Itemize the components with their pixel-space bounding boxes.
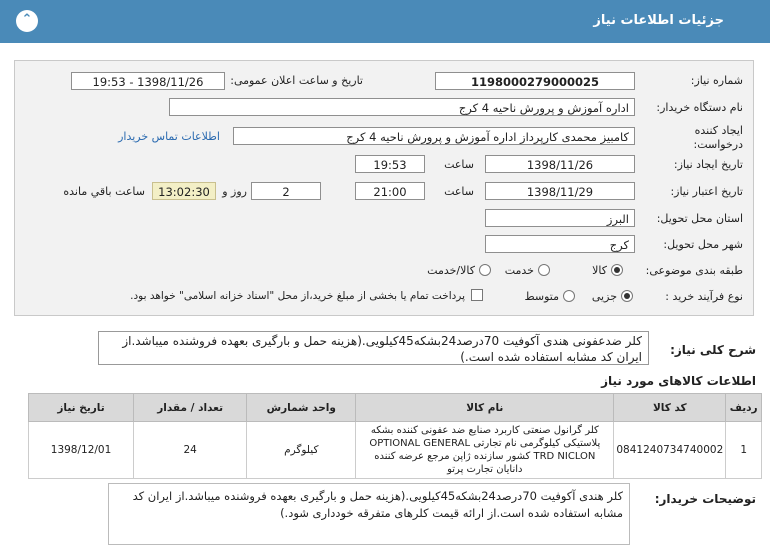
col-unit: واحد شمارش [247,394,356,422]
days-label: روز و [222,185,247,198]
category-option-goods: کالا [592,264,607,277]
need-number-label: شماره نیاز: [690,74,743,87]
province-field: البرز [485,209,635,227]
category-option-service: خدمت [504,264,534,277]
buyer-label: نام دستگاه خریدار: [656,101,743,114]
cell-name: کلر گرانول صنعتی کاربرد صنایع ضد عفونی کننده بشکه پلاستیکی کیلوگرمی نام تجارتی OPTIONAL GENERAL TRD NICLON کشور سازنده ژاپن مرجع عرضه کننده دانایان تجارت پرتو [356,422,614,479]
summary-field: کلر ضدعفونی هندی آکوفیت 70درصد24بشکه45کیلویی.(هزینه حمل و بارگیری بعهده فروشنده میباشد.از ایران کد مشابه استفاده شده است.) [98,331,649,365]
validity-date-label: تاریخ اعتبار نیاز: [670,185,743,198]
city-label: شهر محل تحویل: [663,238,743,251]
remaining-time-field: 13:02:30 [152,182,216,200]
category-radio-goods[interactable] [611,264,623,276]
announce-datetime-field: 1398/11/26 - 19:53 [71,72,225,90]
creator-label: ایجاد کننده درخواست: [693,124,743,151]
page-title: جزئیات اطلاعات نیاز [593,13,724,28]
category-label: طبقه بندی موضوعی: [645,264,743,277]
cell-unit: کیلوگرم [247,422,356,479]
cell-date: 1398/12/01 [29,422,134,479]
create-date-label: تاریخ ایجاد نیاز: [673,158,743,171]
col-name: نام کالا [356,394,614,422]
process-option-medium: متوسط [524,290,559,303]
col-qty: تعداد / مقدار [134,394,247,422]
remaining-days-field: 2 [251,182,321,200]
create-time-field: 19:53 [355,155,425,173]
buyer-notes-label: توضیحات خریدار: [654,492,756,506]
create-time-label: ساعت [444,158,474,171]
announce-label: تاریخ و ساعت اعلان عمومی: [230,74,363,87]
cell-code: 0841240734740002 [614,422,726,479]
need-number-field: 1198000279000025 [435,72,635,90]
category-radio-service[interactable] [538,264,550,276]
header-bar [0,0,770,43]
table-header-row [29,394,762,422]
col-row: ردیف [726,394,762,422]
create-date-field: 1398/11/26 [485,155,635,173]
items-table [28,393,762,479]
buyer-field: اداره آموزش و پرورش ناحیه 4 کرج [169,98,635,116]
category-option-goods-service: کالا/خدمت [427,264,475,277]
cell-qty: 24 [134,422,247,479]
cell-row: 1 [726,422,762,479]
validity-time-label: ساعت [444,185,474,198]
remaining-label: ساعت باقي مانده [63,185,145,198]
treasury-payment-checkbox[interactable] [471,289,483,301]
need-details-panel [14,60,754,316]
buyer-contact-link[interactable]: اطلاعات تماس خریدار [118,130,220,143]
process-radio-minor[interactable] [621,290,633,302]
treasury-payment-note: پرداخت تمام یا بخشی از مبلغ خرید،از محل "اسناد خزانه اسلامی" خواهد بود. [130,290,465,302]
validity-date-field: 1398/11/29 [485,182,635,200]
creator-field: کامبیز محمدی کارپرداز اداره آموزش و پرورش ناحیه 4 کرج [233,127,635,145]
process-option-minor: جزیی [591,290,617,303]
process-radio-medium[interactable] [563,290,575,302]
category-radio-goods-service[interactable] [479,264,491,276]
col-code: کد کالا [614,394,726,422]
validity-time-field: 21:00 [355,182,425,200]
summary-label: شرح کلی نیاز: [670,343,756,357]
process-label: نوع فرآیند خرید : [665,290,743,303]
city-field: کرج [485,235,635,253]
items-section-title: اطلاعات کالاهای مورد نیاز [601,374,756,388]
province-label: استان محل تحویل: [656,212,743,225]
chevron-up-icon[interactable]: ⌃ [16,10,38,32]
table-row[interactable] [29,422,762,479]
col-date: تاریخ نیاز [29,394,134,422]
buyer-notes-field: کلر هندی آکوفیت 70درصد24بشکه45کیلویی.(هزینه حمل و بارگیری بعهده فروشنده میباشد.از ایران کد مشابه استفاده شده است.از ارائه قیمت کلرهای متفرقه خودداری شود.) [108,483,630,545]
